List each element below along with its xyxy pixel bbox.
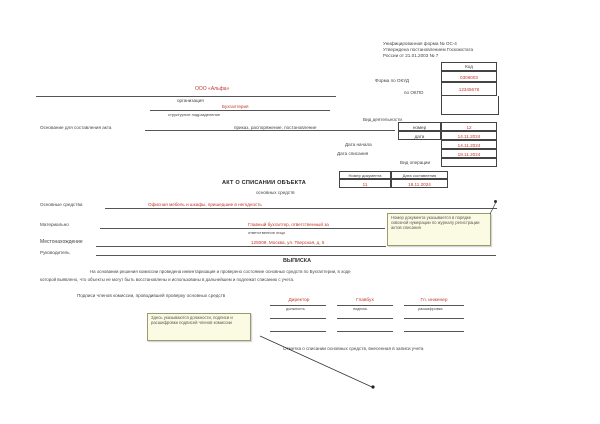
callout-bottom-left: Здесь указываются должности, подписи и расшифровки подписей членов комиссии (147, 313, 251, 341)
decision-date-label: Дата начала (345, 142, 372, 147)
code-header: Код (465, 64, 473, 69)
write-off-date-label: Дата списания (337, 151, 369, 156)
number-value: 12 (466, 125, 472, 130)
form-note-line-1: Унифицированная форма № ОС-4 (383, 41, 457, 46)
activity-label: Вид деятельности (363, 117, 402, 122)
location-value: 125009, Москва, ул. Тверская, д. 5 (251, 240, 325, 245)
commission-label: Подписи членов комиссии, проводившей проверку основных средств (77, 293, 226, 298)
write-off-date-value: 18.11.2024 (457, 152, 481, 157)
signature-3: Гл. инженер (420, 298, 448, 303)
okpo-value: 12345678 (458, 87, 480, 92)
basis-caption: приказ, распоряжение, постановление (234, 125, 317, 130)
doc-date: 18.11.2024 (408, 182, 431, 187)
okud-label: Форма по ОКУД (375, 78, 410, 83)
date-value: 14.11.2024 (457, 134, 481, 139)
document-subtitle: основных средств (256, 190, 295, 195)
signature-1-caption: должность (286, 307, 305, 311)
division-name: Бухгалтерия (222, 104, 249, 109)
created-by-label: Руководитель (40, 250, 70, 255)
form-note-line-2: Утверждена постановлением Госкомстата (383, 47, 474, 52)
doc-number: 11 (362, 182, 368, 187)
decision-paragraph-1: На основании решения комиссии проведена инвентаризация и проверено состояние основных средств по Бухгалтерии, в ходе (90, 269, 351, 274)
document-title: АКТ О СПИСАНИИ ОБЪЕКТА (222, 180, 306, 186)
footer-note: Отметка о списании основных средств, внесенная в записи учета (283, 346, 424, 351)
decision-date-value: 14.11.2024 (457, 143, 481, 148)
operation-label: Вид операции (400, 160, 431, 165)
okud-value: 0306003 (460, 75, 478, 80)
okpo-label: по ОКПО (404, 90, 424, 95)
responsible-caption: ответственное лицо (248, 230, 286, 235)
number-label: номер (412, 125, 427, 130)
callout-top-right: Номер документа указывается в порядке сквозной нумерации по журналу регистрации актов списания (387, 213, 491, 246)
signature-2-caption: подпись (353, 307, 368, 311)
decision-heading: ВЫПИСКА (283, 258, 311, 264)
division-caption: структурное подразделение (168, 112, 221, 117)
object-value: Офисная мебель и шкафы, пришедшие в негодность (148, 202, 262, 207)
signature-3-caption: расшифровка (418, 307, 443, 311)
responsible-label: Материально (40, 222, 69, 227)
signature-2: Главбух (356, 298, 374, 303)
signature-1: Директор (288, 298, 310, 303)
object-label: Основные средства (40, 202, 83, 207)
doc-date-header: Дата составления (402, 173, 437, 178)
org-name: ООО «Альфа» (195, 86, 230, 92)
basis-label: Основание для составления акта (40, 125, 112, 130)
decision-paragraph-2: которой выявлено, что объекты не могут быть восстановлены и использованы в дальнейшем и подлежат списанию с учета. (40, 277, 295, 282)
form-note-line-3: России от 21.01.2003 № 7 (383, 53, 439, 58)
location-label: Местонахождение (40, 239, 83, 245)
responsible-value: Главный бухгалтер, ответственный за (248, 222, 329, 227)
doc-number-header: Номер документа (348, 173, 382, 178)
date-label: дата (414, 134, 425, 139)
org-caption: организация (177, 98, 204, 103)
